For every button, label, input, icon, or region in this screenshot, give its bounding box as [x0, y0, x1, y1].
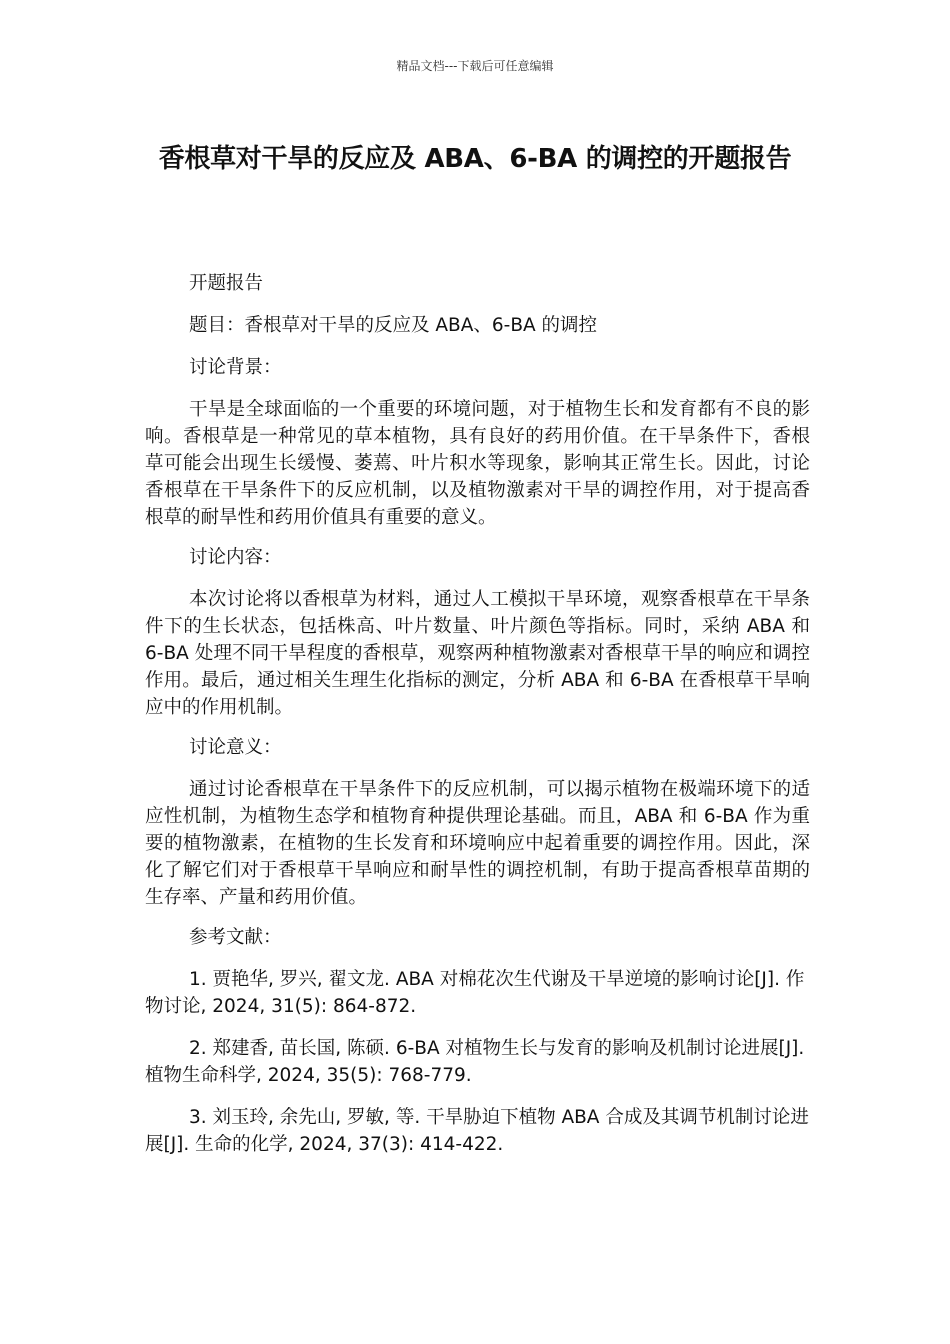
- background-heading: 讨论背景：: [189, 357, 282, 378]
- reference-list: [145, 966, 810, 1158]
- significance-heading: 讨论意义：: [189, 737, 282, 758]
- background-paragraph: 干旱是全球面临的一个重要的环境问题，对于植物生长和发育都有不良的影响。香根草是一种常见的草本植物，具有良好的药用价值。在干旱条件下，香根草可能会出现生长缓慢、萎蔫、叶片积水等现象，影响其正常生长。因此，讨论香根草在干旱条件下的反应机制，以及植物激素对干旱的调控作用，对于提高香根草的耐旱性和药用价值具有重要的意义。: [145, 399, 810, 528]
- significance-paragraph: 通过讨论香根草在干旱条件下的反应机制，可以揭示植物在极端环境下的适应性机制，为植物生态学和植物育种提供理论基础。而且，ABA 和 6-BA 作为重要的植物激素，在植物的生长发育和环境响应中起着重要的调控作用。因此，深化了解它们对于香根草干旱响应和耐旱性的调控机制，有助于提高香根草苗期的生存率、产量和药用价值。: [145, 779, 810, 908]
- content-paragraph: 本次讨论将以香根草为材料，通过人工模拟干旱环境，观察香根草在干旱条件下的生长状态，包括株高、叶片数量、叶片颜色等指标。同时，采纳 ABA 和 6-BA 处理不同干旱程度的香根草，观察两种植物激素对香根草干旱的响应和调控作用。最后，通过相关生理生化指标的测定，分析 ABA 和 6-BA 在香根草干旱响应中的作用机制。: [145, 589, 810, 718]
- reference-item: 3. 刘玉玲, 余先山, 罗敏, 等. 干旱胁迫下植物 ABA 合成及其调节机制讨论进展[J]. 生命的化学, 2024, 37(3): 414-422.: [145, 1107, 809, 1155]
- document-title: 香根草对干旱的反应及 ABA、6-BA 的调控的开题报告: [158, 144, 792, 174]
- document-body: [145, 270, 810, 1173]
- reference-item: 1. 贾艳华, 罗兴, 翟文龙. ABA 对棉花次生代谢及干旱逆境的影响讨论[J]. 作物讨论, 2024, 31(5): 864-872.: [145, 969, 805, 1017]
- page-header: 精品文档---下载后可任意编辑: [396, 59, 554, 73]
- topic-line: 题目：香根草对干旱的反应及 ABA、6-BA 的调控: [189, 315, 598, 336]
- report-label: 开题报告: [189, 273, 264, 294]
- reference-item: 2. 郑建香, 苗长国, 陈硕. 6-BA 对植物生长与发育的影响及机制讨论进展[J]. 植物生命科学, 2024, 35(5): 768-779.: [145, 1038, 805, 1086]
- references-heading: 参考文献：: [189, 927, 282, 948]
- content-heading: 讨论内容：: [189, 547, 282, 568]
